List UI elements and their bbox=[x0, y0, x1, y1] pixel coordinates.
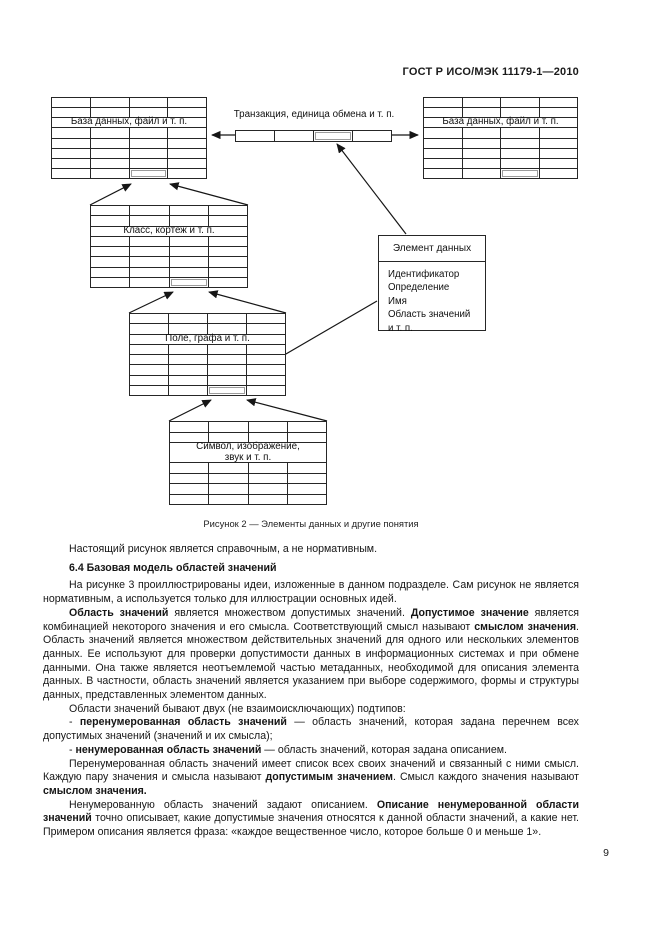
transaction-strip bbox=[235, 130, 392, 142]
table-cell bbox=[52, 108, 90, 117]
highlighted-cell bbox=[129, 169, 168, 178]
table-cell bbox=[208, 216, 247, 225]
table-cell bbox=[167, 128, 206, 137]
arrow-class-to-db-left-b bbox=[170, 184, 248, 205]
table-cell bbox=[91, 206, 129, 215]
table-cell bbox=[167, 169, 206, 178]
paragraph-non-enumerated: Ненумерованную область значений задают описанием. Описание ненумерованной области значений точно описывает, какие допустимые значения относятся к данной области значений, а какие нет. Примером описания является фраза: «каждое вещественное число, которое больше 0 и меньше 1». bbox=[43, 798, 579, 839]
paragraph-subtypes: Области значений бывают двух (не взаимоисключающих) подтипов: bbox=[69, 702, 406, 715]
table-cell bbox=[52, 128, 90, 137]
table-cell bbox=[462, 108, 501, 117]
table-cell bbox=[424, 98, 462, 107]
arrow-class-to-db-left-a bbox=[90, 184, 131, 205]
table-cell bbox=[170, 463, 208, 473]
body-text bbox=[43, 543, 579, 840]
table-cell bbox=[169, 257, 208, 266]
section-heading-6-4: 6.4 Базовая модель областей значений bbox=[69, 561, 277, 574]
element-data-box-list bbox=[379, 262, 485, 335]
table-row bbox=[52, 158, 206, 168]
table-cell bbox=[168, 365, 207, 374]
table-row bbox=[170, 473, 326, 484]
table-row bbox=[52, 168, 206, 178]
table-row bbox=[91, 206, 247, 215]
table-cell bbox=[462, 159, 501, 168]
table-cell bbox=[424, 169, 462, 178]
table-cell bbox=[462, 169, 501, 178]
table-cell bbox=[168, 355, 207, 364]
table-cell bbox=[539, 139, 578, 148]
page-number: 9 bbox=[603, 847, 609, 859]
table-cell bbox=[52, 169, 90, 178]
table-cell bbox=[91, 278, 129, 287]
table-cell bbox=[462, 149, 501, 158]
table-cell bbox=[52, 139, 90, 148]
table-row bbox=[236, 131, 391, 141]
table-row bbox=[170, 483, 326, 494]
table-cell bbox=[169, 216, 208, 225]
table-cell bbox=[539, 128, 578, 137]
table-cell bbox=[287, 484, 326, 494]
arrow-element-to-strip bbox=[337, 144, 406, 234]
table-row bbox=[424, 168, 577, 178]
table-class-label: Класс, кортеж и т. п. bbox=[123, 224, 215, 236]
table-cell bbox=[246, 355, 285, 364]
table-row bbox=[91, 267, 247, 277]
table-cell bbox=[170, 484, 208, 494]
paragraph-enumerated: Перенумерованная область значений имеет список всех своих значений и связанный с ними смысл. Каждую пару значения и смысла называют допустимым значением. Смысл каждого значения называют смыслом значения. bbox=[43, 757, 580, 797]
table-cell bbox=[52, 98, 90, 107]
table-cell bbox=[129, 128, 168, 137]
table-cell bbox=[236, 131, 274, 141]
table-symbol-label-line1: Символ, изображение, bbox=[196, 440, 300, 452]
table-cell bbox=[168, 314, 207, 323]
table-cell bbox=[91, 257, 129, 266]
list-item-non-enumerated: - ненумерованная область значений — область значений, которая задана описанием. bbox=[69, 743, 507, 756]
table-cell bbox=[246, 324, 285, 333]
table-cell bbox=[539, 149, 578, 158]
table-row bbox=[91, 215, 247, 225]
table-cell bbox=[207, 314, 246, 323]
table-cell bbox=[169, 237, 208, 246]
table-cell bbox=[500, 128, 539, 137]
highlighted-cell bbox=[169, 278, 208, 287]
table-cell bbox=[91, 247, 129, 256]
table-cell bbox=[169, 206, 208, 215]
table-cell bbox=[462, 98, 501, 107]
table-symbol bbox=[169, 421, 327, 505]
table-cell bbox=[170, 495, 208, 505]
table-row bbox=[424, 98, 577, 107]
table-cell bbox=[90, 108, 129, 117]
transaction-label: Транзакция, единица обмена и т. п. bbox=[233, 109, 395, 120]
table-cell bbox=[90, 149, 129, 158]
table-cell bbox=[248, 463, 287, 473]
table-cell bbox=[207, 345, 246, 354]
table-cell bbox=[424, 139, 462, 148]
table-cell bbox=[424, 128, 462, 137]
table-cell bbox=[208, 484, 247, 494]
table-cell bbox=[167, 149, 206, 158]
table-cell bbox=[130, 365, 168, 374]
table-row bbox=[170, 462, 326, 473]
table-row bbox=[130, 354, 285, 364]
figure-caption: Рисунок 2 — Элементы данных и другие понятия bbox=[203, 518, 419, 529]
table-cell bbox=[130, 314, 168, 323]
table-symbol-label-line2: звук и т. п. bbox=[224, 451, 272, 463]
element-attr-etc: и т. п. bbox=[388, 322, 413, 334]
table-cell bbox=[130, 355, 168, 364]
table-symbol-label bbox=[196, 442, 300, 464]
table-row bbox=[52, 117, 206, 127]
paragraph-note: Настоящий рисунок является справочным, а не нормативным. bbox=[69, 543, 378, 555]
table-row bbox=[52, 98, 206, 107]
table-class bbox=[90, 205, 248, 288]
table-cell bbox=[52, 149, 90, 158]
table-row bbox=[130, 314, 285, 323]
table-cell bbox=[208, 257, 247, 266]
table-cell bbox=[208, 433, 247, 443]
table-cell bbox=[208, 237, 247, 246]
table-cell bbox=[129, 257, 168, 266]
table-cell bbox=[170, 422, 208, 432]
table-cell bbox=[208, 247, 247, 256]
table-cell bbox=[287, 422, 326, 432]
highlighted-cell bbox=[500, 169, 539, 178]
table-cell bbox=[52, 159, 90, 168]
table-cell bbox=[287, 474, 326, 484]
table-row bbox=[170, 494, 326, 505]
table-cell bbox=[424, 108, 462, 117]
table-cell bbox=[130, 376, 168, 385]
table-cell bbox=[248, 422, 287, 432]
table-row bbox=[130, 364, 285, 374]
element-attr-value-domain: Область значений bbox=[388, 309, 471, 321]
table-row bbox=[91, 277, 247, 287]
page-header-title: ГОСТ Р ИСО/МЭК 11179-1—2010 bbox=[402, 66, 579, 78]
table-cell bbox=[208, 278, 247, 287]
table-row bbox=[170, 422, 326, 432]
table-cell bbox=[168, 386, 207, 395]
table-cell bbox=[168, 345, 207, 354]
table-cell bbox=[208, 463, 247, 473]
table-cell bbox=[129, 237, 168, 246]
table-cell bbox=[424, 149, 462, 158]
table-cell bbox=[274, 131, 313, 141]
highlighted-cell bbox=[313, 131, 352, 141]
table-cell bbox=[248, 474, 287, 484]
table-cell bbox=[168, 324, 207, 333]
table-row bbox=[424, 138, 577, 148]
table-cell bbox=[167, 159, 206, 168]
table-row bbox=[424, 148, 577, 158]
table-cell bbox=[248, 433, 287, 443]
table-row bbox=[52, 138, 206, 148]
table-cell bbox=[246, 345, 285, 354]
table-cell bbox=[248, 495, 287, 505]
table-cell bbox=[287, 463, 326, 473]
table-cell bbox=[90, 98, 129, 107]
table-database-left bbox=[51, 97, 207, 179]
table-row bbox=[91, 236, 247, 246]
table-row bbox=[91, 246, 247, 256]
element-data-box bbox=[378, 235, 486, 334]
table-cell bbox=[91, 268, 129, 277]
element-attr-definition: Определение bbox=[388, 282, 450, 294]
table-cell bbox=[352, 131, 391, 141]
table-row bbox=[424, 127, 577, 137]
table-cell bbox=[207, 324, 246, 333]
table-cell bbox=[287, 495, 326, 505]
table-cell bbox=[90, 159, 129, 168]
table-cell bbox=[129, 108, 168, 117]
table-cell bbox=[208, 495, 247, 505]
table-row bbox=[424, 117, 577, 127]
table-cell bbox=[500, 98, 539, 107]
table-cell bbox=[207, 365, 246, 374]
table-cell bbox=[500, 108, 539, 117]
table-cell bbox=[90, 139, 129, 148]
table-database-left-label: База данных, файл и т. п. bbox=[70, 116, 188, 128]
arrow-field-to-class-b bbox=[209, 292, 286, 313]
element-data-box-title: Элемент данных bbox=[379, 236, 485, 262]
table-cell bbox=[129, 247, 168, 256]
table-cell bbox=[129, 278, 168, 287]
table-cell bbox=[167, 139, 206, 148]
arrow-symbol-to-field-b bbox=[247, 400, 327, 421]
table-cell bbox=[500, 159, 539, 168]
table-cell bbox=[208, 474, 247, 484]
table-cell bbox=[462, 139, 501, 148]
table-cell bbox=[129, 206, 168, 215]
table-row bbox=[91, 226, 247, 236]
table-cell bbox=[130, 345, 168, 354]
table-row bbox=[130, 344, 285, 354]
table-row bbox=[52, 107, 206, 117]
table-cell bbox=[129, 139, 168, 148]
table-database-right bbox=[423, 97, 578, 179]
table-cell bbox=[91, 216, 129, 225]
table-row bbox=[170, 432, 326, 443]
paragraph-value-domain: Область значений является множеством допустимых значений. Допустимое значение является комбинацией некоторого значения и его смысла. Соответствующий смысл называют смыслом значения. Область значений является множеством действительных значений для одного или нескольких элементов данных. Ее используют для проверки допустимости данных в информационных системах и при обмене данными. Она также является неотъемлемой частью метаданных, необходимой для описания элемента данных. В частности, область значений является указанием при выборе содержимого, формы и структуры данных, представленных элементом данных. bbox=[43, 606, 580, 702]
table-cell bbox=[246, 386, 285, 395]
table-cell bbox=[170, 433, 208, 443]
table-cell bbox=[129, 149, 168, 158]
table-cell bbox=[539, 159, 578, 168]
table-row bbox=[424, 158, 577, 168]
table-cell bbox=[90, 169, 129, 178]
table-cell bbox=[167, 108, 206, 117]
table-row bbox=[130, 334, 285, 344]
table-row bbox=[424, 107, 577, 117]
table-cell bbox=[167, 98, 206, 107]
table-row bbox=[130, 385, 285, 395]
table-cell bbox=[462, 128, 501, 137]
table-cell bbox=[246, 376, 285, 385]
table-cell bbox=[168, 376, 207, 385]
highlighted-cell bbox=[207, 386, 246, 395]
table-row bbox=[52, 127, 206, 137]
table-cell bbox=[207, 355, 246, 364]
table-cell bbox=[207, 376, 246, 385]
table-row bbox=[91, 256, 247, 266]
list-item-enumerated: - перенумерованная область значений — область значений, которая задана перечнем всех допустимых значений (значений и их смысла); bbox=[43, 716, 579, 743]
table-field-label: Поле, графа и т. п. bbox=[165, 332, 250, 344]
table-cell bbox=[129, 159, 168, 168]
table-row bbox=[170, 442, 326, 462]
table-cell bbox=[208, 422, 247, 432]
table-cell bbox=[90, 128, 129, 137]
table-row bbox=[130, 375, 285, 385]
table-cell bbox=[169, 268, 208, 277]
table-cell bbox=[424, 159, 462, 168]
table-cell bbox=[91, 237, 129, 246]
table-cell bbox=[246, 365, 285, 374]
table-cell bbox=[130, 324, 168, 333]
table-cell bbox=[539, 169, 578, 178]
table-cell bbox=[539, 98, 578, 107]
table-cell bbox=[208, 268, 247, 277]
table-field bbox=[129, 313, 286, 396]
element-attr-name: Имя bbox=[388, 295, 407, 307]
table-cell bbox=[500, 139, 539, 148]
table-cell bbox=[539, 108, 578, 117]
table-cell bbox=[129, 98, 168, 107]
table-cell bbox=[246, 314, 285, 323]
paragraph-intro: На рисунке 3 проиллюстрированы идеи, изложенные в данном подразделе. Сам рисунок не является нормативным, а используется только для иллюстрации основных идей. bbox=[43, 579, 579, 606]
table-cell bbox=[169, 247, 208, 256]
element-attr-identifier: Идентификатор bbox=[388, 269, 460, 280]
table-row bbox=[52, 148, 206, 158]
table-database-right-label: База данных, файл и т. п. bbox=[442, 116, 559, 128]
table-cell bbox=[287, 433, 326, 443]
arrow-field-to-class-a bbox=[129, 292, 173, 313]
table-cell bbox=[130, 386, 168, 395]
table-cell bbox=[129, 268, 168, 277]
table-cell bbox=[208, 206, 247, 215]
table-cell bbox=[170, 474, 208, 484]
arrow-symbol-to-field-a bbox=[169, 400, 211, 421]
table-row bbox=[130, 323, 285, 333]
table-cell bbox=[129, 216, 168, 225]
table-cell bbox=[248, 484, 287, 494]
table-cell bbox=[500, 149, 539, 158]
